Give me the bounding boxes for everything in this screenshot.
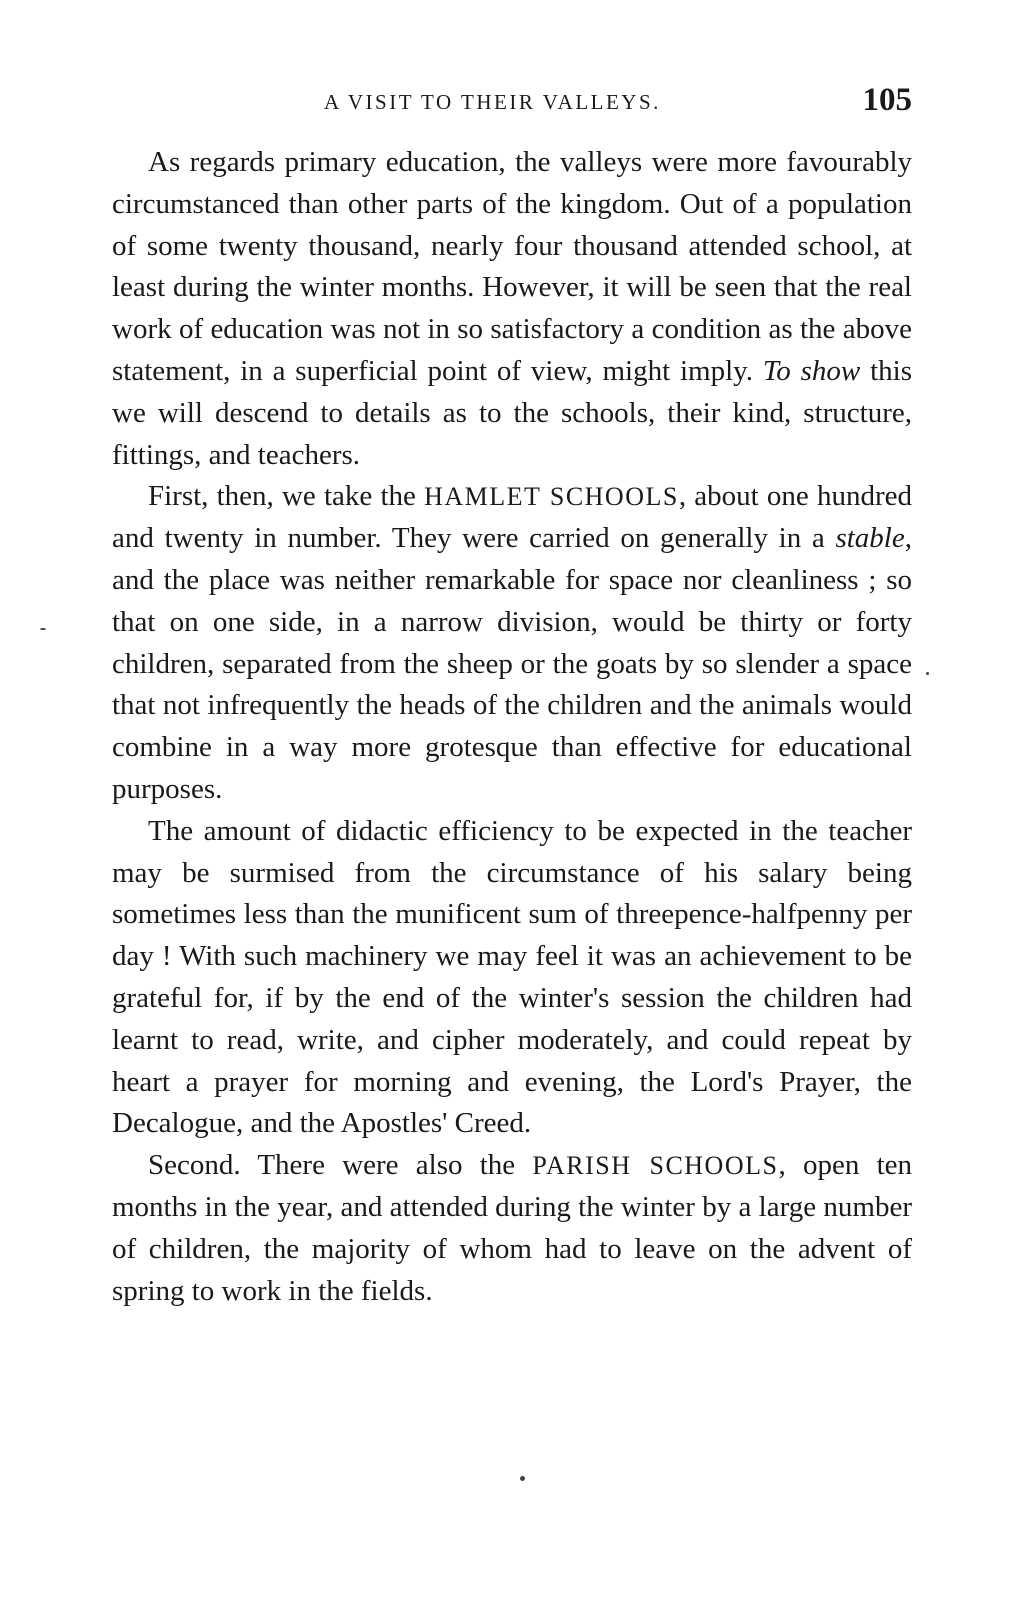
italic-phrase: To show [762, 354, 861, 387]
running-head [112, 82, 912, 122]
paragraph-parish-schools [112, 1145, 912, 1312]
ink-speck [520, 1476, 525, 1481]
italic-word: stable [835, 522, 905, 555]
paragraph-text: First, then, we take the [148, 480, 425, 513]
paragraph-text: , about one hundred and twenty in number. They were carried on generally in a [112, 480, 912, 555]
paragraph-text: As regards primary education, the valleys were more favourably circumstanced than other parts of the kingdom. Out of a population of some twenty thousand, nearly four thousand attended school, at least during the winter months. However, it will be seen that the real work of education was not in so satisfactory a condition as the above statement, in a superficial point of view, might imply. [112, 146, 912, 387]
paragraph-hamlet-schools [112, 476, 912, 810]
body-text [112, 142, 912, 1312]
page-number: 105 [862, 82, 912, 118]
paragraph-primary-education [112, 142, 912, 476]
paragraph-text: , and the place was neither remarkable for space nor cleanliness ; so that on one side, in a narrow division, would be thirty or forty children, separated from the sheep or the goats by so slender a space that not infrequently the heads of the children and the animals would combine in a way more grotesque than effective for educational purposes. [112, 522, 912, 805]
running-title: A VISIT TO THEIR VALLEYS. [324, 90, 661, 114]
paragraph-text: this we will descend to details as to the schools, their kind, structure, fittings, and teachers. [112, 354, 912, 471]
small-caps-term: PARISH SCHOOLS [532, 1151, 779, 1181]
ink-speck [926, 672, 929, 675]
paragraph-text: Second. There were also the [148, 1149, 533, 1182]
paragraph-text: The amount of didactic efficiency to be expected in the teacher may be surmised from the circumstance of his salary being sometimes less than the munificent sum of threepence-halfpenny per day ! With such machinery we may feel it was an achievement to be grateful for, if by the end of the winter's session the children had learnt to read, write, and cipher moderately, and could repeat by heart a prayer for morning and evening, the Lord's Prayer, the Decalogue, and the Apostles' Creed. [112, 814, 912, 1140]
ink-speck [40, 628, 46, 630]
small-caps-term: HAMLET SCHOOLS [424, 482, 679, 512]
paragraph-teacher-salary [112, 811, 912, 1145]
paragraph-text: , open ten months in the year, and attended during the winter by a large number of children, the majority of whom had to leave on the advent of spring to work in the fields. [112, 1149, 912, 1307]
